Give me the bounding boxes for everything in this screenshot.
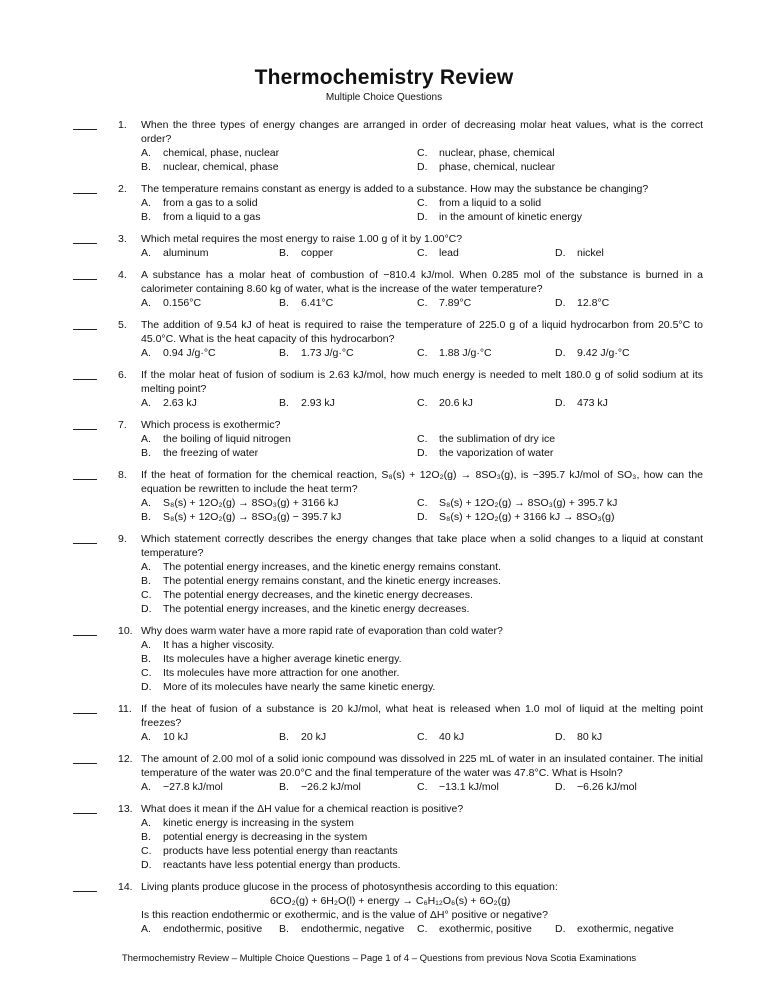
question-stem: A substance has a molar heat of combustion of −810.4 kJ/mol. When 0.285 mol of the substance is burned in a calorimeter containing 8.60 kg of water, what is the increase of the water temperature? — [141, 269, 703, 295]
page-footer: Thermochemistry Review – Multiple Choice Questions – Page 1 of 4 – Questions from previous Nova Scotia Examinations — [121, 953, 637, 964]
answer-options — [141, 246, 703, 260]
question-3 — [0, 232, 703, 260]
answer-options — [141, 780, 703, 794]
page-subtitle: Multiple Choice Questions — [325, 92, 443, 103]
option-text: 0.94 J/g·°C — [163, 347, 216, 359]
answer-blank[interactable] — [73, 713, 97, 714]
option-letter: C. — [417, 781, 428, 793]
option-letter: D. — [555, 397, 566, 409]
question-stem: When the three types of energy changes are arranged in order of decreasing molar heat values, what is the correct order? — [141, 119, 703, 145]
option-letter: C. — [141, 589, 152, 601]
question-list — [0, 118, 768, 936]
option-text: S₈(s) + 12O₂(g) → 8SO₃(g) − 395.7 kJ — [163, 511, 342, 523]
answer-option — [141, 844, 703, 858]
option-letter: A. — [141, 197, 151, 209]
option-text: 2.63 kJ — [163, 397, 197, 409]
answer-option — [417, 432, 703, 446]
answer-option — [555, 396, 703, 410]
question-14 — [0, 880, 703, 936]
question-stem: Which metal requires the most energy to raise 1.00 g of it by 1.00°C? — [141, 233, 463, 245]
option-text: nuclear, phase, chemical — [439, 147, 555, 159]
option-letter: A. — [141, 347, 151, 359]
option-text: 0.156°C — [163, 297, 202, 309]
answer-blank[interactable] — [73, 813, 97, 814]
option-letter: B. — [141, 575, 151, 587]
option-letter: C. — [417, 497, 428, 509]
answer-option — [417, 780, 555, 794]
option-letter: B. — [279, 781, 289, 793]
option-letter: D. — [141, 681, 152, 693]
option-letter: A. — [141, 561, 151, 573]
answer-options — [141, 196, 703, 224]
option-letter: A. — [141, 247, 151, 259]
answer-option — [555, 922, 703, 936]
option-text: the sublimation of dry ice — [439, 433, 556, 445]
question-1 — [0, 118, 703, 174]
option-letter: A. — [141, 147, 151, 159]
option-letter: D. — [555, 347, 566, 359]
page-title: Thermochemistry Review — [254, 66, 514, 89]
question-stem-continued: Is this reaction endothermic or exothermic, and is the value of ΔH° positive or negative? — [141, 909, 548, 921]
option-text: 6.41°C — [301, 297, 334, 309]
answer-option — [141, 396, 279, 410]
option-letter: C. — [417, 731, 428, 743]
option-text: in the amount of kinetic energy — [439, 211, 583, 223]
answer-option — [417, 922, 555, 936]
option-text: S₈(s) + 12O₂(g) + 3166 kJ → 8SO₃(g) — [439, 511, 615, 523]
answer-option — [279, 780, 417, 794]
option-text: −6.26 kJ/mol — [577, 781, 637, 793]
answer-option — [279, 246, 417, 260]
option-text: 20 kJ — [301, 731, 327, 743]
option-text: aluminum — [163, 247, 209, 259]
answer-option — [417, 496, 703, 510]
option-text: endothermic, positive — [163, 923, 263, 935]
option-letter: B. — [279, 731, 289, 743]
answer-option — [141, 196, 417, 210]
answer-options — [141, 922, 703, 936]
option-letter: D. — [417, 511, 428, 523]
question-stem: Why does warm water have a more rapid rate of evaporation than cold water? — [141, 625, 503, 637]
answer-option — [141, 446, 417, 460]
option-text: −13.1 kJ/mol — [439, 781, 499, 793]
option-text: It has a higher viscosity. — [163, 639, 275, 651]
answer-blank[interactable] — [73, 329, 97, 330]
answer-blank[interactable] — [73, 279, 97, 280]
answer-option — [417, 146, 703, 160]
option-letter: B. — [141, 831, 151, 843]
answer-option — [141, 146, 417, 160]
question-number: 5. — [118, 319, 127, 331]
option-text: 2.93 kJ — [301, 397, 335, 409]
question-5 — [0, 318, 703, 360]
option-letter: C. — [417, 923, 428, 935]
question-7 — [0, 418, 703, 460]
option-letter: A. — [141, 639, 151, 651]
question-stem: Living plants produce glucose in the process of photosynthesis according to this equation: — [141, 881, 558, 893]
answer-blank[interactable] — [73, 635, 97, 636]
answer-option — [141, 922, 279, 936]
option-letter: B. — [141, 447, 151, 459]
answer-option — [141, 858, 703, 872]
question-number: 8. — [118, 469, 127, 481]
option-letter: C. — [141, 845, 152, 857]
option-letter: B. — [141, 211, 151, 223]
answer-option — [141, 510, 417, 524]
option-text: More of its molecules have nearly the same kinetic energy. — [163, 681, 436, 693]
question-12 — [0, 752, 703, 794]
answer-option — [141, 638, 703, 652]
answer-option — [141, 780, 279, 794]
answer-blank[interactable] — [73, 429, 97, 430]
option-text: S₈(s) + 12O₂(g) → 8SO₃(g) + 395.7 kJ — [439, 497, 618, 509]
answer-option — [141, 602, 703, 616]
option-text: 473 kJ — [577, 397, 608, 409]
answer-blank[interactable] — [73, 129, 97, 130]
option-letter: D. — [555, 781, 566, 793]
answer-options — [141, 730, 703, 744]
option-text: chemical, phase, nuclear — [163, 147, 280, 159]
answer-option — [141, 432, 417, 446]
answer-option — [141, 730, 279, 744]
option-text: The potential energy remains constant, and the kinetic energy increases. — [163, 575, 501, 587]
question-number: 3. — [118, 233, 127, 245]
answer-option — [417, 510, 703, 524]
question-4 — [0, 268, 703, 310]
answer-option — [279, 396, 417, 410]
question-stem: Which statement correctly describes the energy changes that take place when a solid changes to a liquid at constant temperature? — [141, 533, 703, 559]
option-letter: B. — [279, 297, 289, 309]
option-text: nuclear, chemical, phase — [163, 161, 279, 173]
option-text: 10 kJ — [163, 731, 189, 743]
option-text: nickel — [577, 247, 604, 259]
option-letter: B. — [141, 653, 151, 665]
answer-option — [141, 296, 279, 310]
answer-option — [417, 730, 555, 744]
question-number: 4. — [118, 269, 127, 281]
option-text: from a gas to a solid — [163, 197, 258, 209]
answer-options — [141, 146, 703, 174]
answer-option — [417, 296, 555, 310]
answer-option — [141, 560, 703, 574]
question-13 — [0, 802, 703, 872]
answer-option — [417, 346, 555, 360]
option-text: potential energy is decreasing in the system — [163, 831, 368, 843]
answer-option — [141, 346, 279, 360]
answer-option — [417, 396, 555, 410]
option-letter: C. — [417, 247, 428, 259]
answer-option — [141, 830, 703, 844]
question-number: 2. — [118, 183, 127, 195]
option-text: the boiling of liquid nitrogen — [163, 433, 291, 445]
option-letter: C. — [417, 197, 428, 209]
question-number: 1. — [118, 119, 127, 131]
option-letter: D. — [555, 297, 566, 309]
question-stem: If the heat of formation for the chemical reaction, S₈(s) + 12O₂(g) → 8SO₃(g), is −395.7 kJ/mol of SO₃, how can the equation be rewritten to include the heat term? — [141, 469, 703, 495]
option-text: −26.2 kJ/mol — [301, 781, 361, 793]
answer-option — [555, 346, 703, 360]
option-letter: B. — [141, 161, 151, 173]
option-letter: B. — [141, 511, 151, 523]
answer-option — [417, 196, 703, 210]
option-letter: D. — [555, 731, 566, 743]
answer-options — [141, 638, 703, 694]
answer-options — [141, 396, 703, 410]
option-text: The potential energy increases, and the kinetic energy decreases. — [163, 603, 470, 615]
answer-options — [141, 560, 703, 616]
answer-option — [141, 666, 703, 680]
option-letter: D. — [555, 247, 566, 259]
question-stem: If the heat of fusion of a substance is 20 kJ/mol, what heat is released when 1.0 mol of liquid at the melting point freezes? — [141, 703, 703, 729]
question-number: 13. — [118, 803, 133, 815]
option-text: from a liquid to a solid — [439, 197, 542, 209]
option-letter: D. — [141, 859, 152, 871]
option-letter: B. — [279, 397, 289, 409]
answer-option — [279, 730, 417, 744]
option-letter: A. — [141, 731, 151, 743]
answer-option — [555, 296, 703, 310]
answer-option — [141, 652, 703, 666]
answer-options — [141, 496, 703, 524]
question-number: 11. — [118, 703, 132, 715]
answer-option — [417, 446, 703, 460]
answer-blank[interactable] — [73, 243, 97, 244]
question-9 — [0, 532, 703, 616]
answer-option — [141, 680, 703, 694]
option-text: Its molecules have more attraction for one another. — [163, 667, 400, 679]
option-letter: C. — [417, 397, 428, 409]
option-text: the vaporization of water — [439, 447, 554, 459]
option-text: kinetic energy is increasing in the system — [163, 817, 354, 829]
option-text: lead — [439, 247, 459, 259]
option-text: reactants have less potential energy than products. — [163, 859, 401, 871]
question-stem: The temperature remains constant as energy is added to a substance. How may the substance be changing? — [141, 183, 649, 195]
answer-option — [279, 296, 417, 310]
option-text: copper — [301, 247, 334, 259]
option-letter: D. — [417, 447, 428, 459]
option-text: 40 kJ — [439, 731, 465, 743]
answer-option — [141, 816, 703, 830]
question-6 — [0, 368, 703, 410]
question-number: 10. — [118, 625, 133, 637]
option-letter: A. — [141, 433, 151, 445]
option-letter: A. — [141, 397, 151, 409]
answer-option — [141, 160, 417, 174]
answer-option — [279, 922, 417, 936]
option-letter: D. — [417, 211, 428, 223]
answer-options — [141, 816, 703, 872]
option-text: −27.8 kJ/mol — [163, 781, 223, 793]
answer-option — [555, 780, 703, 794]
question-equation: 6CO₂(g) + 6H₂O(l) + energy → C₆H₁₂O₆(s) + 6O₂(g) — [270, 895, 511, 907]
option-letter: A. — [141, 297, 151, 309]
question-8 — [0, 468, 703, 524]
answer-option — [555, 730, 703, 744]
question-number: 7. — [118, 419, 127, 431]
question-number: 14. — [118, 881, 133, 893]
question-stem: What does it mean if the ΔH value for a chemical reaction is positive? — [141, 803, 464, 815]
option-text: the freezing of water — [163, 447, 259, 459]
question-number: 9. — [118, 533, 127, 545]
answer-options — [141, 432, 703, 460]
answer-option — [141, 574, 703, 588]
option-text: products have less potential energy than reactants — [163, 845, 398, 857]
option-text: The potential energy increases, and the kinetic energy remains constant. — [163, 561, 501, 573]
option-text: 20.6 kJ — [439, 397, 473, 409]
option-letter: B. — [279, 347, 289, 359]
option-letter: C. — [417, 347, 428, 359]
question-2 — [0, 182, 703, 224]
option-text: endothermic, negative — [301, 923, 405, 935]
answer-option — [417, 246, 555, 260]
answer-option — [417, 160, 703, 174]
question-stem: Which process is exothermic? — [141, 419, 281, 431]
option-text: 1.88 J/g·°C — [439, 347, 492, 359]
option-letter: A. — [141, 923, 151, 935]
answer-blank[interactable] — [73, 543, 97, 544]
option-text: S₈(s) + 12O₂(g) → 8SO₃(g) + 3166 kJ — [163, 497, 339, 509]
answer-option — [141, 246, 279, 260]
question-number: 6. — [118, 369, 127, 381]
question-11 — [0, 702, 703, 744]
answer-blank[interactable] — [73, 891, 97, 892]
option-text: exothermic, negative — [577, 923, 674, 935]
answer-options — [141, 346, 703, 360]
answer-option — [555, 246, 703, 260]
option-letter: D. — [141, 603, 152, 615]
question-10 — [0, 624, 703, 694]
answer-option — [279, 346, 417, 360]
answer-option — [417, 210, 703, 224]
question-stem: The addition of 9.54 kJ of heat is required to raise the temperature of 225.0 g of a liquid hydrocarbon from 20.5°C to 45.0°C. What is the heat capacity of this hydrocarbon? — [141, 319, 703, 345]
question-number: 12. — [118, 753, 133, 765]
option-letter: B. — [279, 247, 289, 259]
answer-blank[interactable] — [73, 193, 97, 194]
answer-option — [141, 496, 417, 510]
answer-blank[interactable] — [73, 379, 97, 380]
option-text: The potential energy decreases, and the kinetic energy decreases. — [163, 589, 473, 601]
option-letter: B. — [279, 923, 289, 935]
option-text: exothermic, positive — [439, 923, 532, 935]
option-letter: C. — [141, 667, 152, 679]
option-letter: C. — [417, 433, 428, 445]
option-text: from a liquid to a gas — [163, 211, 261, 223]
option-letter: C. — [417, 297, 428, 309]
option-letter: A. — [141, 781, 151, 793]
option-text: phase, chemical, nuclear — [439, 161, 556, 173]
answer-options — [141, 296, 703, 310]
answer-blank[interactable] — [73, 763, 97, 764]
answer-blank[interactable] — [73, 479, 97, 480]
question-stem: If the molar heat of fusion of sodium is 2.63 kJ/mol, how much energy is needed to melt 180.0 g of solid sodium at its melting point? — [141, 369, 703, 395]
answer-option — [141, 210, 417, 224]
option-text: 9.42 J/g·°C — [577, 347, 630, 359]
answer-option — [141, 588, 703, 602]
option-letter: D. — [555, 923, 566, 935]
option-letter: A. — [141, 497, 151, 509]
option-text: 12.8°C — [577, 297, 610, 309]
option-letter: D. — [417, 161, 428, 173]
option-text: 7.89°C — [439, 297, 472, 309]
question-stem: The amount of 2.00 mol of a solid ionic compound was dissolved in 225 mL of water in an insulated container. The initial temperature of the water was 20.0°C and the final temperature of the water was 47.8°C. What is Hsoln? — [141, 753, 703, 779]
option-letter: C. — [417, 147, 428, 159]
option-text: 80 kJ — [577, 731, 603, 743]
option-text: 1.73 J/g·°C — [301, 347, 354, 359]
option-letter: A. — [141, 817, 151, 829]
option-text: Its molecules have a higher average kinetic energy. — [163, 653, 402, 665]
